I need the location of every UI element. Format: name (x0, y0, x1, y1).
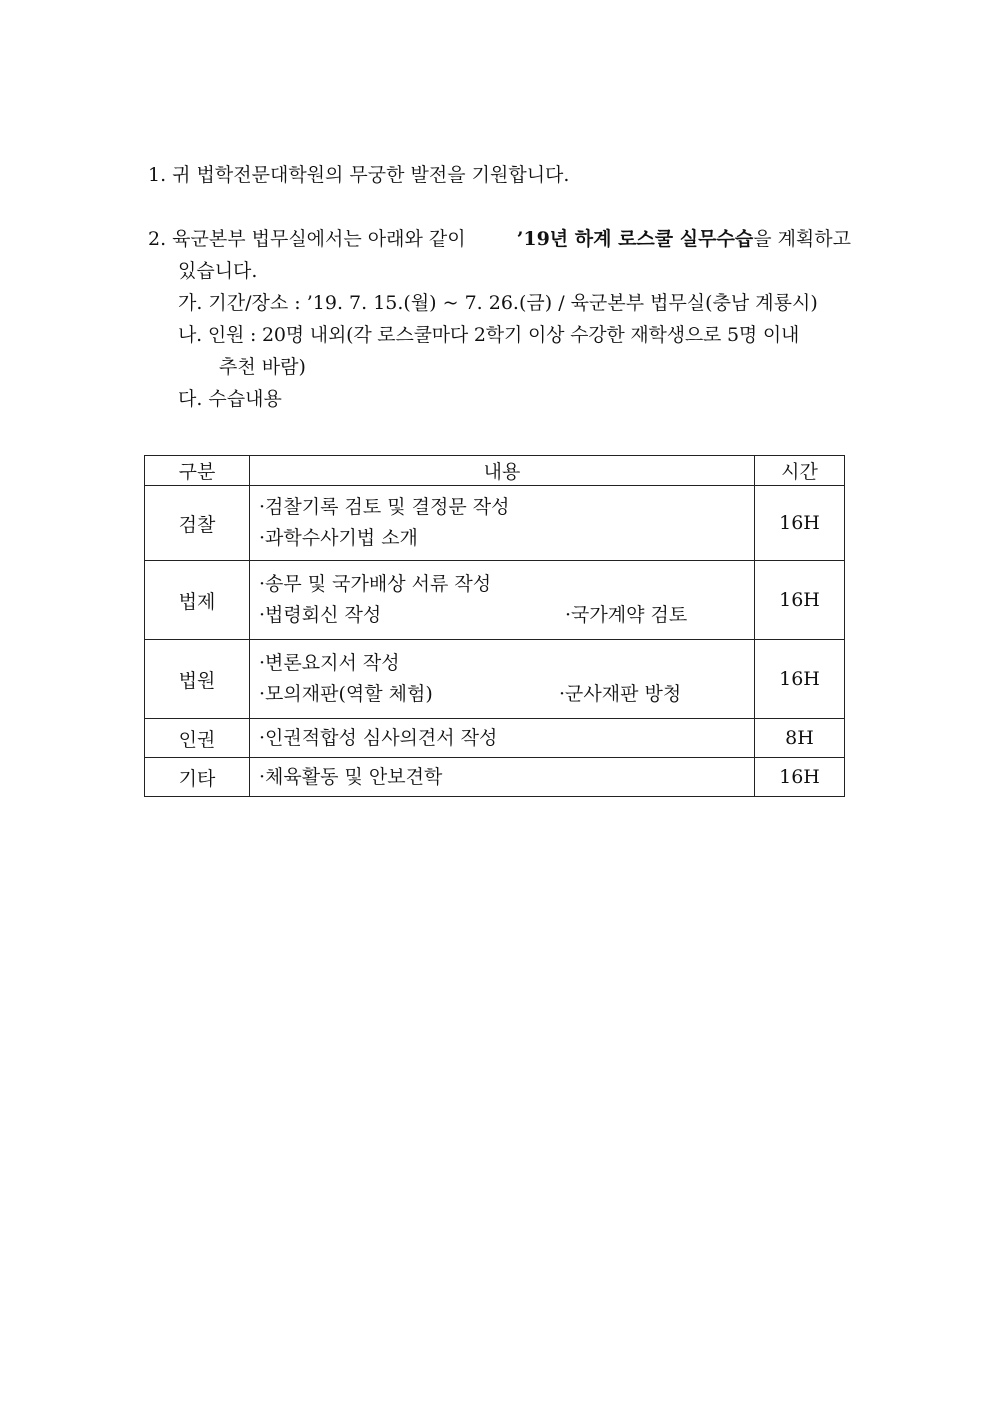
row-time: 16H (755, 640, 845, 719)
table-row (145, 640, 845, 719)
row-category: 인권 (145, 719, 250, 758)
training-schedule-table (144, 455, 845, 797)
row-content-line: ·국가계약 검토 (565, 604, 688, 626)
row-content (250, 758, 755, 797)
row-time: 16H (755, 486, 845, 561)
row-time: 16H (755, 561, 845, 640)
row-content-line: ·군사재판 방청 (559, 683, 682, 705)
row-content-line: ·과학수사기법 소개 (259, 527, 418, 549)
row-content (250, 561, 755, 640)
header-category: 구분 (145, 456, 250, 486)
item-da-content: 다. 수습내용 (178, 388, 282, 410)
table-header-row (145, 456, 845, 486)
paragraph-2-line-1 (148, 227, 851, 251)
row-content-line: ·인권적합성 심사의견서 작성 (259, 726, 498, 749)
header-content: 내용 (250, 456, 755, 486)
row-time: 16H (755, 758, 845, 797)
table-row (145, 486, 845, 561)
row-category: 기타 (145, 758, 250, 797)
table-row (145, 561, 845, 640)
item-na-personnel-line-1: 나. 인원 : 20명 내외(각 로스쿨마다 2학기 이상 수강한 재학생으로 5명 이내 (178, 324, 800, 346)
row-content (250, 719, 755, 758)
row-time: 8H (755, 719, 845, 758)
paragraph-2-suffix: 을 계획하고 (753, 228, 851, 250)
row-content-line: ·법령회신 작성 (259, 604, 382, 626)
row-content (250, 640, 755, 719)
row-category: 법제 (145, 561, 250, 640)
paragraph-2-line-2: 있습니다. (178, 260, 258, 282)
header-time: 시간 (755, 456, 845, 486)
row-category: 검찰 (145, 486, 250, 561)
row-content-line: ·모의재판(역할 체험) (259, 683, 433, 705)
row-content-line: ·변론요지서 작성 (259, 652, 400, 674)
row-content-line: ·검찰기록 검토 및 결정문 작성 (259, 496, 510, 518)
item-na-personnel-line-2: 추천 바람) (219, 356, 306, 378)
paragraph-1: 1. 귀 법학전문대학원의 무궁한 발전을 기원합니다. (148, 164, 570, 186)
row-content (250, 486, 755, 561)
table-row (145, 758, 845, 797)
paragraph-2-prefix: 2. 육군본부 법무실에서는 아래와 같이 (148, 228, 466, 250)
row-category: 법원 (145, 640, 250, 719)
item-ga-period-place: 가. 기간/장소 : ’19. 7. 15.(월) ~ 7. 26.(금) / 육군본부 법무실(충남 계룡시) (178, 292, 818, 314)
row-content-line: ·송무 및 국가배상 서류 작성 (259, 573, 492, 595)
table-row (145, 719, 845, 758)
paragraph-2-highlight: ’19년 하계 로스쿨 실무수습 (516, 228, 754, 250)
row-content-line: ·체육활동 및 안보견학 (259, 765, 443, 788)
